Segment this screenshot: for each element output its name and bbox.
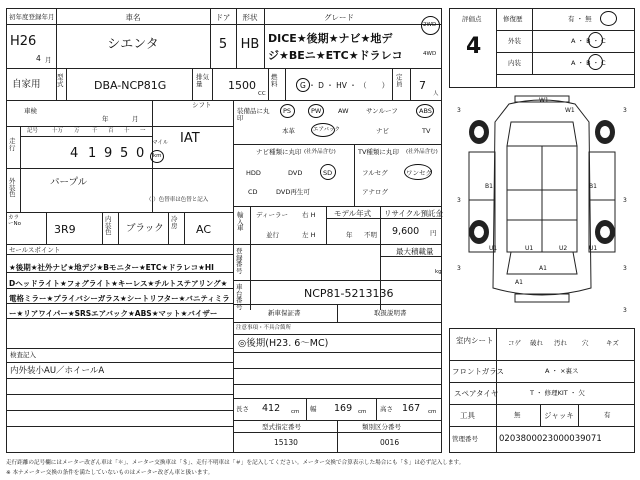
class-no-value: 0016 <box>380 438 400 447</box>
color-no-value: 3R9 <box>54 223 76 236</box>
mark-u1-c: U1 <box>589 245 598 252</box>
inspection-year: 年 <box>102 115 109 123</box>
width-value: 169 <box>334 403 353 414</box>
glass-mark-3: 3 <box>457 197 461 204</box>
length-unit: cm <box>291 409 300 415</box>
mark-u2: U2 <box>559 245 568 252</box>
seat-item-3: 穴 <box>582 339 589 347</box>
seat-item-2: 汚れ <box>554 339 567 347</box>
grade-line-1: DICE★後期★ナビ★地デ <box>268 32 393 45</box>
seat-item-4: キズ <box>606 339 619 347</box>
mgmt-value: 0203800023000039071 <box>499 434 602 444</box>
windshield-label: フロントガラス <box>452 367 505 376</box>
unit-5: 十 <box>124 128 130 134</box>
equip-navi: ナビ <box>376 127 389 135</box>
import-left: 左 H <box>302 231 316 239</box>
seat-item-0: コゲ <box>508 339 521 347</box>
cc-unit: CC <box>258 91 266 97</box>
notes-line-1: ◎後期(H23. 6〜MC) <box>238 338 329 349</box>
sales-line-4: ー★リアワイパー★SRSエアバック★ABS★マット★バイザー <box>9 309 218 318</box>
ac-label: 冷房 <box>171 215 178 230</box>
inspection-month: 月 <box>132 115 139 123</box>
glass-mark-5: 3 <box>457 265 461 272</box>
car-name-label: 車名 <box>125 13 141 22</box>
exterior-label: 外装 <box>508 37 521 45</box>
model-year-unknown: 不明 <box>364 231 377 239</box>
repair-circle <box>600 11 617 26</box>
spare-label: スペアタイヤ <box>454 389 499 398</box>
unit-6: 一 <box>140 128 146 134</box>
recycle-label: リサイクル預託金 <box>384 209 443 218</box>
unit-3: 千 <box>92 128 98 134</box>
width-unit: cm <box>358 409 367 415</box>
inspector-value: 内外装小AU／ホイールA <box>10 366 105 376</box>
mark-w1-front: W1 <box>539 97 549 104</box>
shape-value: HB <box>240 37 260 52</box>
navi-hdd: HDD <box>246 169 261 177</box>
interior-color-value: ブラック <box>126 223 164 234</box>
capacity-label: 定員 <box>396 73 403 88</box>
mileage-digit-4: 0 <box>136 146 145 161</box>
manual-label: 取扱説明書 <box>374 309 407 317</box>
height-value: 167 <box>402 403 421 414</box>
footer-line-2: ※ 本ナメーター交換の条件を満たしていないものはメーター改ざん車と扱います。 <box>6 470 214 476</box>
glass-mark-1: 3 <box>457 107 461 114</box>
spare-value: T ・ 修理KIT ・ 欠 <box>530 389 585 397</box>
glass-mark-4: 3 <box>623 197 627 204</box>
shift-value: IAT <box>180 131 200 146</box>
equip-abs: ABS <box>419 107 432 115</box>
interior-circle <box>588 54 603 70</box>
glass-mark-2: 3 <box>623 107 627 114</box>
inspection-label: 車検 <box>24 107 37 115</box>
drive-2wd: 2WD <box>423 22 437 28</box>
length-value: 412 <box>262 403 281 414</box>
model-value: DBA-NCP81G <box>94 79 167 92</box>
mileage-digit-1: 1 <box>88 146 97 161</box>
mileage-digit-0: 4 <box>70 146 79 161</box>
inspector-label: 検査記入 <box>10 351 36 359</box>
mark-b1-left: B1 <box>485 183 493 190</box>
mark-u1-a: U1 <box>525 245 534 252</box>
width-label: 幅 <box>310 405 317 413</box>
exterior-value: A ・ B ・ C <box>571 37 606 45</box>
score-label: 評価点 <box>462 15 482 23</box>
mile-unit: マイル <box>152 140 169 146</box>
fuel-circle <box>296 78 310 92</box>
score-value: 4 <box>466 34 482 59</box>
car-damage-diagram <box>449 92 635 324</box>
capacity-unit: 人 <box>433 91 439 97</box>
equip-leather: 本革 <box>282 127 295 135</box>
km-unit: km <box>153 153 162 159</box>
drive-4wd: 4WD <box>423 51 437 57</box>
tv-oneseg: ワンセグ <box>406 169 432 177</box>
mark-a1-a: A1 <box>539 265 547 272</box>
color-value: パープル <box>50 177 88 188</box>
interior-value: A ・ B ・ C <box>571 59 606 67</box>
grade-label: グレード <box>324 13 354 22</box>
navi-sd: SD <box>323 169 333 177</box>
door-value: 5 <box>218 37 228 52</box>
unit-4: 百 <box>108 128 114 134</box>
glass-mark-7: 3 <box>623 307 627 314</box>
mark-a1-b: A1 <box>515 279 523 286</box>
mark-u1-b: U1 <box>489 245 498 252</box>
equip-airbag: エアバック <box>313 127 341 133</box>
equipment-label: 装備品に丸印 <box>237 107 270 122</box>
equip-sunroof: サンルーフ <box>366 107 398 115</box>
glass-mark-6: 3 <box>623 265 627 272</box>
jack-label: ジャッキ <box>544 411 574 420</box>
import-dealer: ディーラー <box>256 211 288 219</box>
seat-label: 室内シート <box>456 336 494 345</box>
mark-b1-right: B1 <box>589 183 597 190</box>
reg-month: 4 <box>36 54 41 63</box>
grade-line-2: ジ★BEニ★ETC★ドラレコ <box>268 49 403 62</box>
color-label: 外装色 <box>9 177 16 198</box>
load-unit: kg <box>435 269 442 275</box>
interior-color-label: 内装色 <box>105 215 112 236</box>
recycle-value: 9,600 <box>392 226 420 237</box>
navi-label: ナビ種類に丸印 <box>256 148 302 156</box>
chassis-label: 車台番号 <box>236 283 243 311</box>
equip-tv: TV <box>422 127 431 135</box>
reg-year-label: 初年度登録年月 <box>9 13 55 21</box>
navi-dvd-play: DVD再生可 <box>276 188 310 196</box>
door-label: ドア <box>215 13 231 22</box>
height-unit: cm <box>428 409 437 415</box>
sales-line-2: Dヘッドライト★フォグライト★キーレス★チルトステアリング★ <box>9 279 228 288</box>
model-label: 型式 <box>57 73 64 88</box>
length-label: 長さ <box>236 405 249 413</box>
unit-0: 記号 <box>27 128 39 134</box>
tv-sub: (社外品含む) <box>406 149 438 155</box>
unit-2: 万 <box>74 128 80 134</box>
import-parallel: 並行 <box>266 231 279 239</box>
reg-no-label: 登録番号 <box>236 247 243 275</box>
unit-1: 十万 <box>52 128 64 134</box>
repair-label: 修復歴 <box>503 15 523 23</box>
shift-label: シフト <box>192 101 212 109</box>
jack-value: 有 <box>604 411 611 419</box>
equip-ps: PS <box>283 107 292 115</box>
shape-label: 形状 <box>242 13 258 22</box>
notes-label: 注意事項・不具合箇所 <box>236 325 292 331</box>
mark-w1-side: W1 <box>565 107 575 114</box>
import-right: 右 H <box>302 211 316 219</box>
mileage-label: 走行 <box>9 137 16 152</box>
color-no-label: カラーNo <box>8 215 21 227</box>
tv-analog: アナログ <box>362 188 388 196</box>
interior-label: 内装 <box>508 59 521 67</box>
ac-value: AC <box>196 223 212 236</box>
warranty-label: 新車保証書 <box>268 309 301 317</box>
recycle-unit: 円 <box>430 229 437 237</box>
navi-sub: (社外品含む) <box>304 149 336 155</box>
max-load-label: 最大積載量 <box>396 247 434 256</box>
mileage-digit-3: 5 <box>120 146 129 161</box>
mgmt-label: 管理番号 <box>452 435 478 443</box>
navi-cd: CD <box>248 188 258 196</box>
color-note: （ ）色替車は色替と記入 <box>146 197 209 203</box>
sales-line-1: ★後期★社外ナビ★地デジ★Bモニター★ETC★ドラレコ★HI <box>9 263 214 272</box>
seat-item-1: 破れ <box>530 339 543 347</box>
chassis-value: NCP81-5213136 <box>304 287 394 300</box>
car-name: シエンタ <box>107 37 159 52</box>
sales-line-3: 電格ミラー★プライバシーガラス★シートリフター★バニティミラ <box>9 294 230 303</box>
sales-point-label: セールスポイント <box>9 246 61 254</box>
fuel-label: 燃料 <box>271 73 278 88</box>
fuel-value: G ・ D ・ HV ・ （ ） <box>300 81 390 90</box>
height-label: 高さ <box>380 405 393 413</box>
type-no-value: 15130 <box>274 438 298 447</box>
mileage-digit-2: 9 <box>104 146 113 161</box>
equip-aw: AW <box>338 107 349 115</box>
equip-pw: PW <box>311 107 322 115</box>
tool-value: 無 <box>514 411 521 419</box>
type-no-label: 型式指定番号 <box>262 423 301 431</box>
displacement-label: 排気量 <box>196 73 209 88</box>
navi-dvd: DVD <box>288 169 303 177</box>
footer-line-1: 走行距離の記号欄にはメーター改ざん車は「＊」、メーター交換車は「＄」、走行不明車は「＃」を記入してください。メーター交換で合算表示した場合にも「＄」は必ず記入します。 <box>6 460 465 466</box>
tv-fullseg: フルセグ <box>362 169 388 177</box>
repair-value: 有 ・ 無 <box>568 15 592 23</box>
reg-year: H26 <box>10 34 37 49</box>
class-no-label: 類別区分番号 <box>362 423 401 431</box>
import-label: 輸入車 <box>237 211 244 232</box>
displacement-value: 1500 <box>228 79 256 92</box>
model-year-unit: 年 <box>346 231 353 239</box>
tool-label: 工具 <box>460 411 475 420</box>
tv-label: TV種類に丸印 <box>358 148 399 156</box>
month-unit: 月 <box>45 56 52 64</box>
model-year-label: モデル年式 <box>334 209 372 218</box>
use-type: 自家用 <box>12 79 41 90</box>
windshield-value: A ・ ×裏ス <box>545 367 579 375</box>
capacity-value: 7 <box>419 79 426 92</box>
exterior-circle <box>588 32 603 48</box>
